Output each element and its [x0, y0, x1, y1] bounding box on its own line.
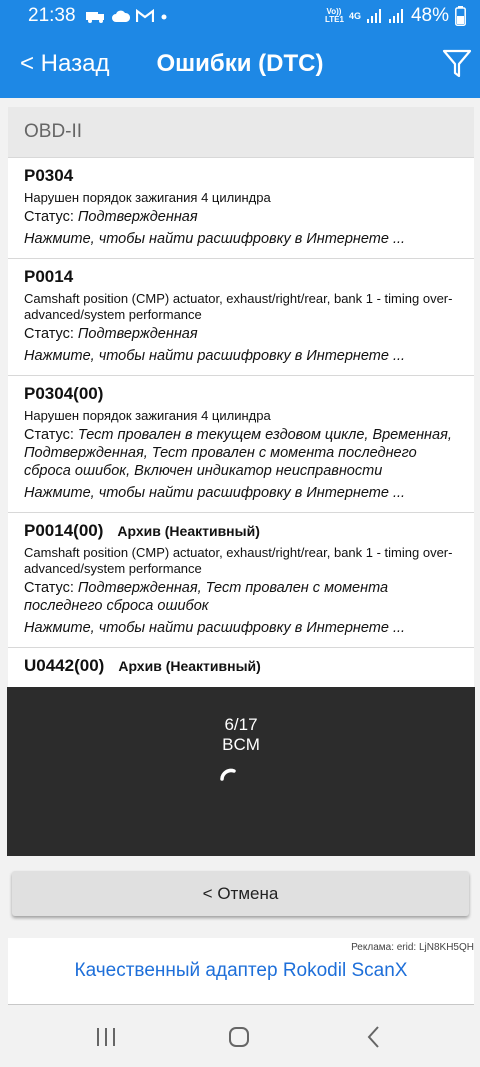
dtc-code: U0442(00) [24, 656, 105, 675]
ad-label: Реклама: erid: LjN8KH5QH [351, 942, 474, 953]
status-value: Тест провален в текущем ездовом цикле, Временная, Подтвержденная, Тест провален с момента последнего сброса ошибок, Включен индикатор неисправности [24, 427, 452, 479]
battery-percent: 48% [410, 5, 449, 26]
network-type: 4G [348, 11, 361, 21]
status-value: Подтвержденная [77, 209, 198, 225]
notification-icons [86, 7, 168, 25]
divider [8, 1004, 474, 1005]
dtc-code: P0014(00) [24, 521, 104, 540]
archive-badge: Архив (Неактивный) [118, 658, 261, 674]
status-label: Статус: [24, 427, 74, 443]
status-value: Подтвержденная [77, 326, 198, 342]
cancel-button[interactable]: < Отмена [12, 871, 469, 916]
progress-module: BCM [222, 735, 260, 754]
ad-banner [8, 938, 474, 1004]
app-bar [0, 32, 480, 98]
volte-icon: Vo)) LTE1 [324, 7, 344, 24]
status-label: Статус: [24, 580, 74, 596]
dtc-description: Camshaft position (CMP) actuator, exhaust/right/rear, bank 1 - timing over-advanced/system performance [24, 291, 453, 322]
search-hint[interactable]: Нажмите, чтобы найти расшифровку в Интернете ... [24, 620, 406, 636]
search-hint[interactable]: Нажмите, чтобы найти расшифровку в Интернете ... [24, 348, 406, 364]
dtc-code: P0304(00) [24, 384, 104, 403]
back-button[interactable]: < Назад [20, 50, 110, 77]
dtc-description: Нарушен порядок зажигания 4 цилиндра [24, 190, 271, 205]
cloud-icon [112, 9, 130, 23]
dtc-item[interactable] [8, 376, 474, 513]
dtc-status [24, 426, 458, 480]
page-title: Ошибки (DTC) [156, 50, 324, 77]
dtc-code: P0304 [24, 166, 74, 185]
clock: 21:38 [28, 5, 76, 26]
progress-dialog [7, 687, 475, 856]
dtc-status [24, 208, 458, 226]
battery-icon [455, 6, 466, 26]
status-label: Статус: [24, 209, 74, 225]
status-label: Статус: [24, 326, 74, 342]
dtc-description: Нарушен порядок зажигания 4 цилиндра [24, 408, 271, 423]
recent-apps-icon [86, 1023, 126, 1051]
section-header: OBD-II [8, 107, 474, 158]
more-dot-icon [160, 9, 168, 23]
loading-spinner-icon [219, 765, 239, 785]
dtc-description: Camshaft position (CMP) actuator, exhaust/right/rear, bank 1 - timing over-advanced/system performance [24, 545, 453, 576]
system-nav-bar [0, 1007, 480, 1067]
gmail-icon [136, 9, 154, 23]
ad-link[interactable]: Качественный адаптер Rokodil ScanX [74, 960, 408, 981]
dtc-status [24, 579, 458, 615]
system-icons [325, 5, 466, 27]
dtc-code: P0014 [24, 267, 74, 286]
back-nav-button[interactable] [354, 1023, 394, 1051]
status-value: Подтвержденная, Тест провален с момента последнего сброса ошибок [24, 580, 389, 614]
recent-apps-button[interactable] [86, 1023, 126, 1051]
dtc-item[interactable] [8, 259, 474, 376]
home-button[interactable] [219, 1023, 259, 1051]
filter-button[interactable] [440, 46, 474, 80]
dtc-status [24, 325, 458, 343]
progress-count: 6/17 [224, 715, 258, 734]
dtc-item[interactable] [8, 513, 474, 648]
signal-icon-2 [389, 9, 405, 23]
search-hint[interactable]: Нажмите, чтобы найти расшифровку в Интернете ... [24, 485, 406, 501]
home-icon [219, 1023, 259, 1051]
dtc-list [8, 107, 474, 726]
truck-icon [86, 9, 106, 23]
dtc-item[interactable] [8, 158, 474, 259]
filter-icon [440, 46, 474, 80]
status-bar [0, 0, 480, 32]
back-icon [354, 1023, 394, 1051]
signal-icon [367, 9, 383, 23]
archive-badge: Архив (Неактивный) [117, 523, 260, 539]
search-hint[interactable]: Нажмите, чтобы найти расшифровку в Интернете ... [24, 231, 406, 247]
